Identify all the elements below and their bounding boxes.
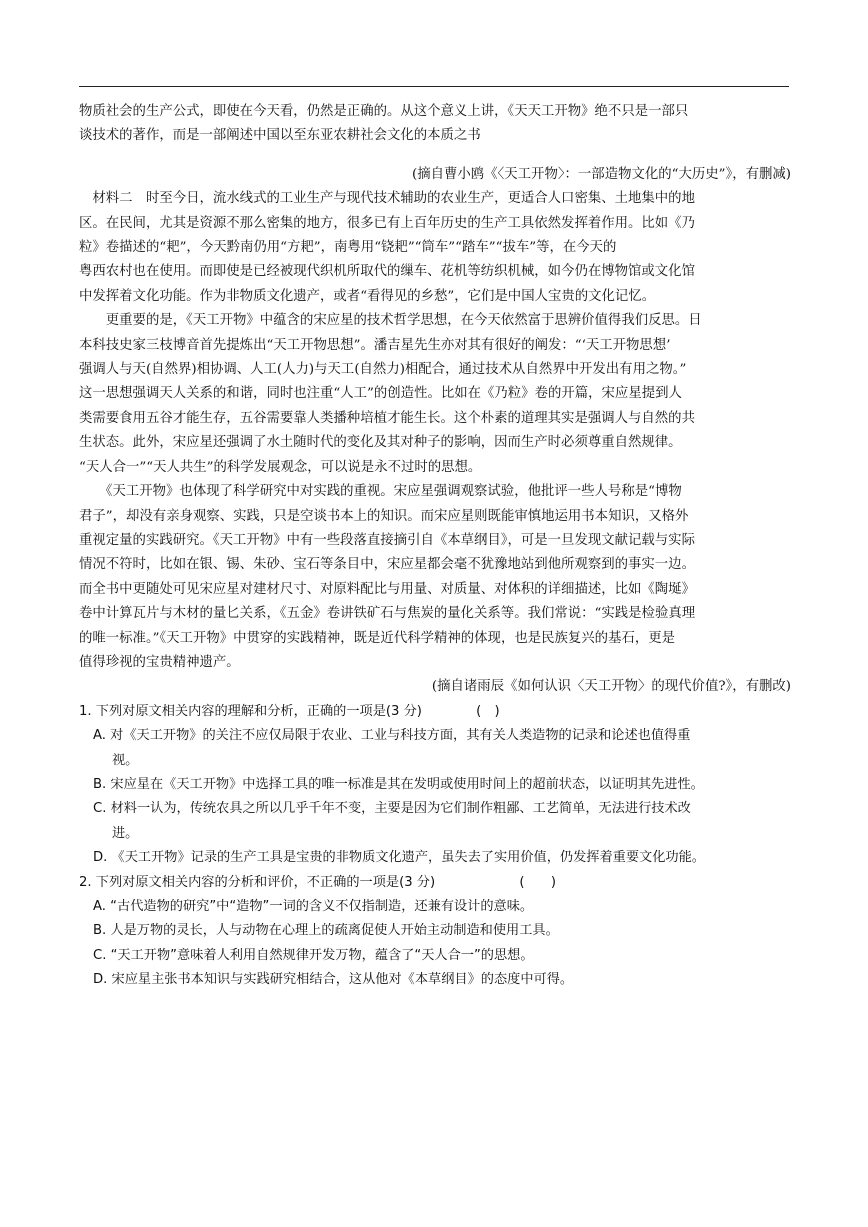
option-c[interactable]: C. “天工开物”意味着人利用自然规律开发万物，蕴含了“天人合一”的思想。 — [93, 947, 534, 963]
text-line: 君子”，却没有亲身观察、实践，只是空谈书本上的知识。而宋应星则既能审慎地运用书本知识，又格外 — [79, 508, 689, 524]
source-citation-2: (摘自诸雨辰《如何认识〈天工开物〉的现代价值?》，有删改) — [431, 679, 791, 695]
option-d[interactable]: D. 宋应星主张书本知识与实践研究相结合，这从他对《本草纲目》的态度中可得。 — [93, 972, 574, 988]
text-line: 情况不符时，比如在银、锡、朱砂、宝石等条目中，宋应星都会毫不犹豫地站到他所观察到的事实一边。 — [79, 557, 695, 573]
text-line: 类需要食用五谷才能生存，五谷需要靠人类播种培植才能生长。这个朴素的道理其实是强调人与自然的共 — [79, 410, 695, 426]
option-a[interactable]: A. “古代造物的研究”中“造物”一词的含义不仅指制造，还兼有设计的意味。 — [93, 899, 534, 914]
question-1 — [79, 700, 791, 871]
text-line: 更重要的是，《天工开物》中蕴含的宋应星的技术哲学思想，在今天依然富于思辨价值得我们反思。日 — [79, 313, 702, 329]
option-b[interactable]: B. 宋应星在《天工开物》中选择工具的唯一标准是其在发明或使用时间上的超前状态，以证明其先进性。 — [93, 776, 704, 792]
text-line: 粒》卷描述的“耙”，今天黔南仍用“方耙”，南粤用“铙耙”“筒车”“踏车”“拔车”等，在今天的 — [79, 240, 617, 256]
text-line: 物质社会的生产公式，即使在今天看，仍然是正确的。从这个意义上讲，《天天工开物》绝不只是一部只 — [79, 104, 689, 119]
text-line: 值得珍视的宝贵精神遗产。 — [79, 654, 240, 670]
part1-block — [79, 100, 791, 149]
text-line: 区。在民间，尤其是资源不那么密集的地方，很多已有上百年历史的生产工具依然发挥着作用。比如《乃 — [79, 215, 695, 231]
document-page — [79, 100, 791, 993]
option-c-continued: 进。 — [112, 825, 139, 841]
question-stem — [79, 871, 791, 895]
option-b[interactable]: B. 人是万物的灵长，人与动物在心理上的疏离促使人开始主动制造和使用工具。 — [93, 923, 559, 939]
text-line: 本科技史家三枝博音首先提炼出“天工开物思想”。潘吉星先生亦对其有很好的阐发：“‘天工开物思想’ — [79, 337, 671, 353]
text-line: 重视定量的实践研究。《天工开物》中有一些段落直接摘引自《本草纲目》，可是一旦发现文献记载与实际 — [79, 532, 695, 548]
text-line: 这一思想强调天人关系的和谐，同时也注重“人工”的创造性。比如在《乃粒》卷的开篇，宋应星提到人 — [79, 386, 682, 402]
text-line: 而全书中更随处可见宋应星对建材尺寸、对原料配比与用量、对质量、对体积的详细描述，比如《陶埏》 — [79, 581, 695, 597]
question-stem — [79, 700, 791, 724]
material2-block — [79, 187, 791, 675]
option-d[interactable]: D. 《天工开物》记录的生产工具是宝贵的非物质文化遗产，虽失去了实用价值，仍发挥着重要文化功能。 — [93, 850, 705, 866]
text-line: 中发挥着文化功能。作为非物质文化遗产，或者“看得见的乡愁”，它们是中国人宝贵的文化记忆。 — [79, 288, 656, 304]
text-line: 材料二 时至今日，流水线式的工业生产与现代技术辅助的农业生产，更适合人口密集、土地集中的地 — [79, 191, 695, 207]
text-line: 《天工开物》也体现了科学研究中对实践的重视。宋应星强调观察试验，他批评一些人号称是“博物 — [79, 484, 682, 500]
text-line: 谈技术的著作，而是一部阐述中国以至东亚农耕社会文化的本质之书 — [79, 128, 481, 144]
text-line: 卷中计算瓦片与木材的量匕关系，《五金》卷讲铁矿石与焦炭的量化关系等。我们常说：“实践是检验真理 — [79, 606, 696, 622]
text-line: 强调人与天(自然界)相协调、人工(人力)与天工(自然力)相配合，通过技术从自然界中开发出有用之物。” — [79, 362, 687, 378]
question-2 — [79, 871, 791, 993]
question-stem-text: 2. 下列对原文相关内容的分析和评价，不正确的一项是(3 分) — [79, 874, 436, 890]
option-a-continued: 视。 — [112, 752, 139, 768]
top-rule — [79, 86, 789, 87]
answer-blank[interactable]: ( ) — [476, 703, 500, 719]
text-line: 粤西农村也在使用。而即使是已经被现代织机所取代的缫车、花机等纺织机械，如今仍在博物馆或文化馆 — [79, 264, 695, 280]
source-citation-1: (摘自曹小鸥《〈天工开物〉：一部造物文化的“大历史”》，有删减) — [412, 166, 791, 182]
option-a[interactable]: A. 对《天工开物》的关注不应仅局限于农业、工业与科技方面，其有关人类造物的记录和论述也值得重 — [93, 728, 691, 744]
text-line: 的唯一标准。”《天工开物》中贯穿的实践精神，既是近代科学精神的体现，也是民族复兴的基石，更是 — [79, 630, 676, 646]
answer-blank[interactable]: ( ) — [519, 874, 557, 890]
option-c[interactable]: C. 材料一认为，传统农具之所以几乎千年不变，主要是因为它们制作粗鄙、工艺简单，无法进行技术改 — [93, 801, 691, 817]
question-stem-text: 1. 下列对原文相关内容的理解和分析，正确的一项是(3 分) — [79, 703, 422, 719]
text-line: “天人合一”“天人共生”的科学发展观念，可以说是永不过时的思想。 — [79, 459, 482, 475]
text-line: 生状态。此外，宋应星还强调了水土随时代的变化及其对种子的影响，因而生产时必须尊重自然规律。 — [79, 435, 682, 451]
